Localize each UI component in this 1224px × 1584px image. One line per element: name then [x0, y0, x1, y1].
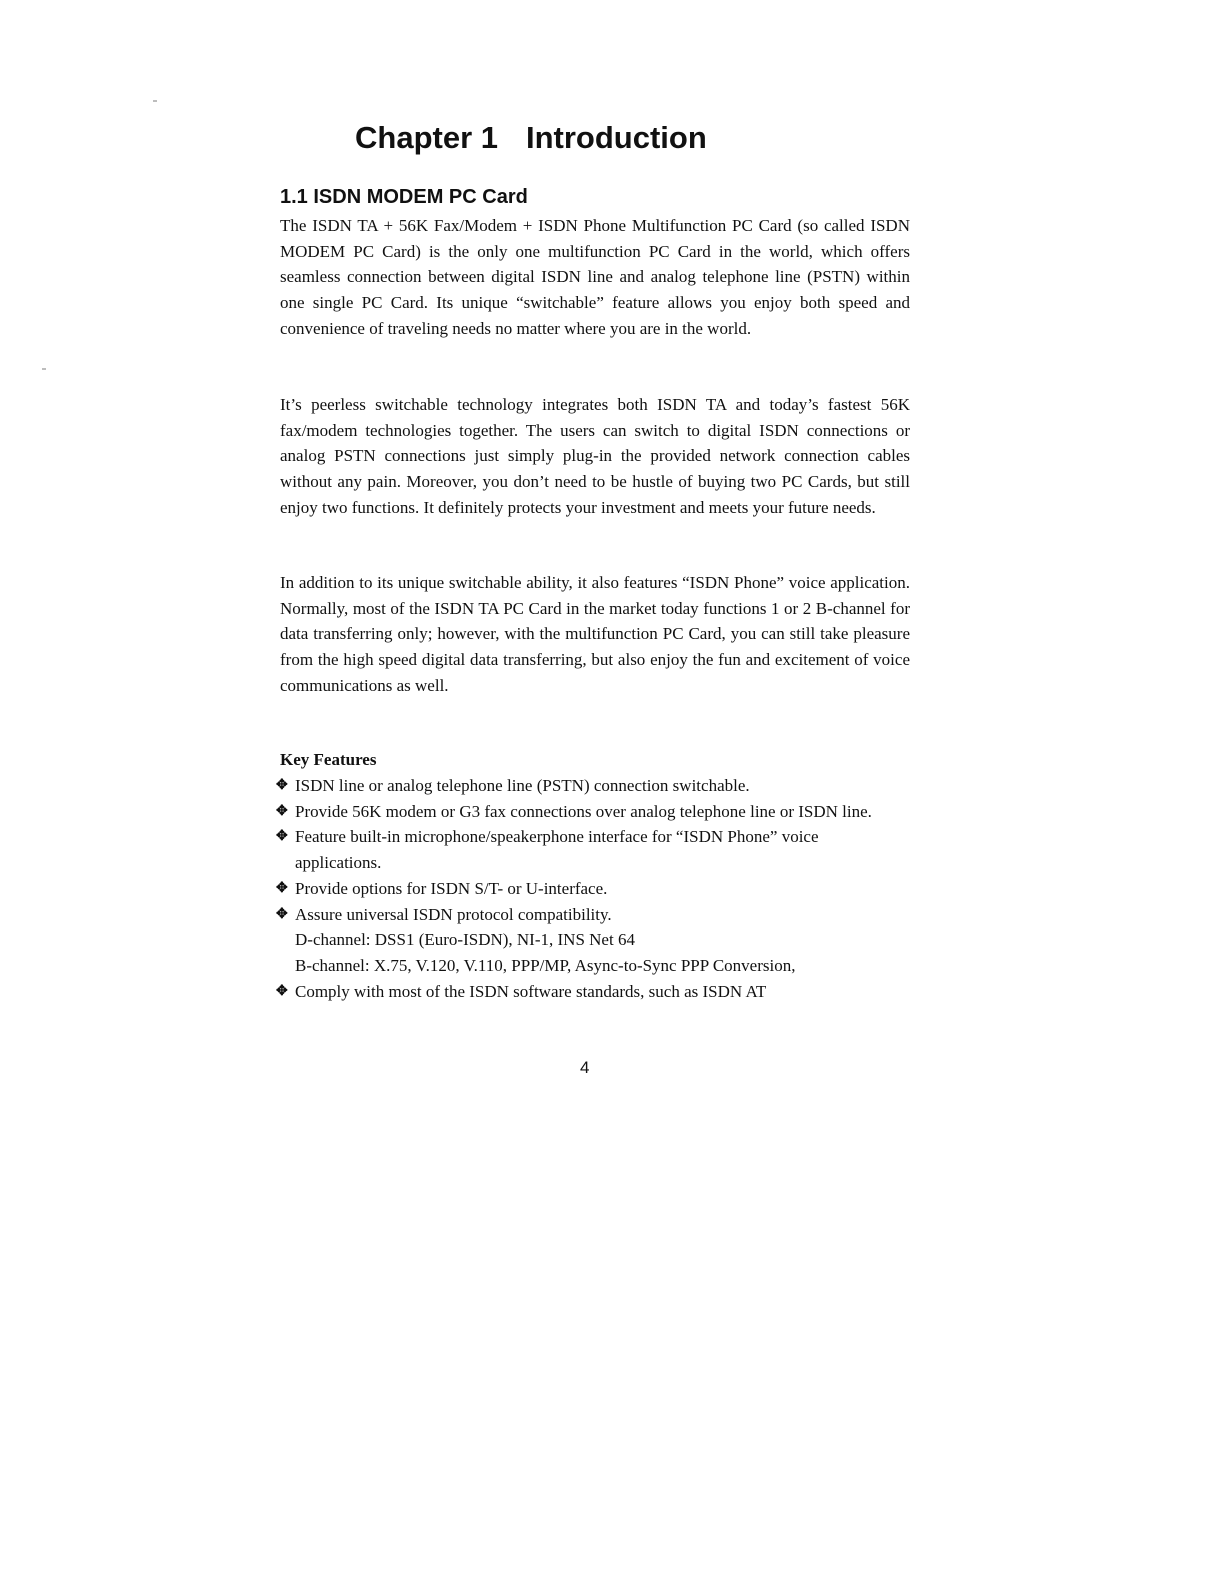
chapter-title: Introduction: [525, 120, 707, 155]
four-point-star-bullet-icon: ✥: [276, 803, 288, 819]
paragraph-text: In addition to its unique switchable ability, it also features “ISDN Phone” voice application. Normally, most of the ISDN TA PC Card in the market today functions 1 or 2 B-channel for data transferring only; however, with the multifunction PC Card, you can still take pleasure from the high speed digital data transferring, but also enjoy the fun and excitement of voice communications as well.: [280, 573, 910, 695]
paragraph-text: The ISDN TA + 56K Fax/Modem + ISDN Phone Multifunction PC Card (so called ISDN MODEM PC Card) is the only one multifunction PC Card in the world, which offers seamless connection between digital ISDN line and analog telephone line (PSTN) within one single PC Card. Its unique “switchable” feature allows you enjoy both speed and convenience of traveling needs no matter where you are in the world.: [280, 216, 910, 338]
list-item: [276, 902, 896, 979]
voice-application-paragraph: [280, 570, 910, 699]
feature-text: Comply with most of the ISDN software standards, such as ISDN AT: [295, 981, 767, 1001]
technology-paragraph: [280, 392, 910, 521]
feature-text: Feature built-in microphone/speakerphone interface for “ISDN Phone” voice applications.: [295, 827, 819, 873]
four-point-star-bullet-icon: ✥: [276, 880, 288, 896]
key-features-list: [276, 773, 896, 1004]
paragraph-text: It’s peerless switchable technology integrates both ISDN TA and today’s fastest 56K fax/modem technologies together. The users can switch to digital ISDN connections or analog PSTN connections just simply plug-in the provided network connection cables without any pain. Moreover, you don’t need to be hustle of buying two PC Cards, but still enjoy two functions. It definitely protects your investment and meets your future needs.: [280, 395, 910, 517]
list-item: [276, 876, 896, 902]
four-point-star-bullet-icon: ✥: [276, 829, 288, 845]
b-channel-protocols: B-channel: X.75, V.120, V.110, PPP/MP, Async-to-Sync PPP Conversion,: [295, 955, 796, 975]
list-item: [276, 799, 896, 825]
d-channel-protocols: D-channel: DSS1 (Euro-ISDN), NI-1, INS Net 64: [295, 930, 635, 950]
feature-text: Assure universal ISDN protocol compatibility.: [295, 904, 612, 924]
chapter-label: Chapter 1: [355, 120, 498, 155]
chapter-heading: [355, 112, 707, 164]
key-features-heading: Key Features: [280, 750, 377, 769]
page-number: 4: [580, 1058, 590, 1077]
feature-text: ISDN line or analog telephone line (PSTN) connection switchable.: [295, 776, 750, 795]
scan-speck: [153, 100, 157, 102]
feature-text: Provide options for ISDN S/T- or U-interface.: [295, 878, 608, 898]
intro-paragraph: [280, 213, 910, 342]
list-item: [276, 773, 896, 799]
section-title: 1.1 ISDN MODEM PC Card: [280, 186, 528, 208]
scan-speck: [42, 368, 46, 370]
list-item: [276, 824, 896, 875]
four-point-star-bullet-icon: ✥: [276, 906, 288, 922]
four-point-star-bullet-icon: ✥: [276, 983, 288, 999]
feature-text: Provide 56K modem or G3 fax connections over analog telephone line or ISDN line.: [295, 801, 872, 821]
four-point-star-bullet-icon: ✥: [276, 778, 288, 793]
list-item: [276, 979, 896, 1005]
